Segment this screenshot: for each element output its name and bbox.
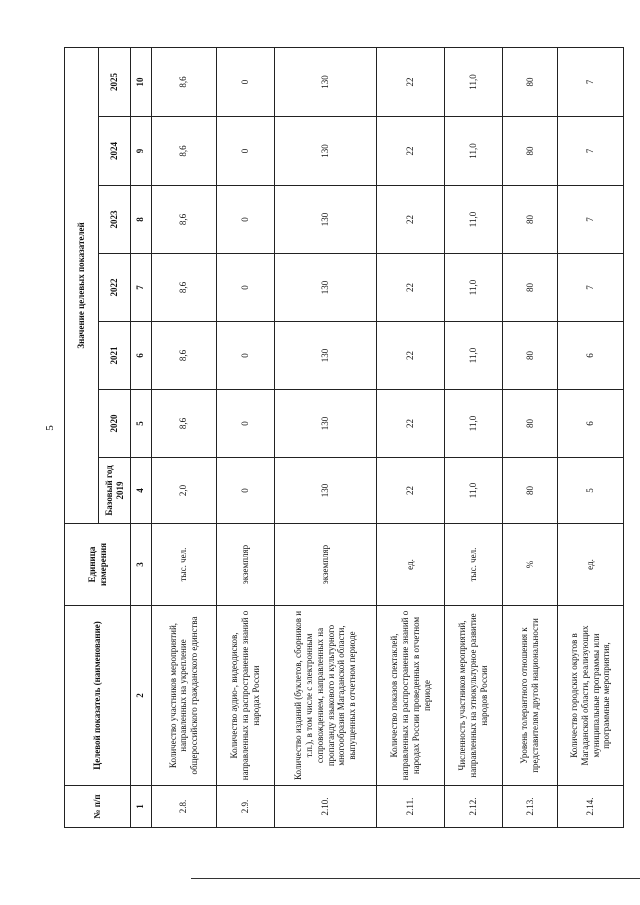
year-value: 130 bbox=[274, 117, 377, 186]
table-row bbox=[151, 47, 217, 827]
year-value: 11,0 bbox=[445, 322, 503, 390]
unit-cell: тыс. чел. bbox=[151, 524, 217, 606]
base-value: 11,0 bbox=[445, 458, 503, 524]
base-value: 80 bbox=[502, 458, 557, 524]
column-index-row bbox=[131, 47, 152, 827]
year-value: 8,6 bbox=[151, 117, 217, 186]
table-row bbox=[377, 47, 445, 827]
indicators-table bbox=[64, 47, 624, 828]
column-index: 7 bbox=[131, 254, 152, 322]
header-year: 2022 bbox=[99, 254, 131, 322]
year-value: 11,0 bbox=[445, 254, 503, 322]
year-value: 11,0 bbox=[445, 117, 503, 186]
year-value: 22 bbox=[377, 186, 445, 254]
year-value: 130 bbox=[274, 254, 377, 322]
year-value: 7 bbox=[558, 47, 624, 116]
table-row bbox=[217, 47, 275, 827]
table-row bbox=[558, 47, 624, 827]
unit-cell: ед. bbox=[377, 524, 445, 606]
column-index: 9 bbox=[131, 117, 152, 186]
year-value: 22 bbox=[377, 390, 445, 458]
indicator-name: Численность участников мероприятий, направленных на этнокультурное развитие народов России bbox=[445, 606, 503, 786]
year-value: 0 bbox=[217, 254, 275, 322]
year-value: 80 bbox=[502, 254, 557, 322]
header-base-year: Базовый год 2019 bbox=[99, 458, 131, 524]
column-index: 8 bbox=[131, 186, 152, 254]
header-indicator: Целевой показатель (наименование) bbox=[65, 606, 131, 786]
year-value: 22 bbox=[377, 117, 445, 186]
year-value: 7 bbox=[558, 117, 624, 186]
page-number: 5 bbox=[44, 425, 56, 431]
column-index: 6 bbox=[131, 322, 152, 390]
year-value: 8,6 bbox=[151, 254, 217, 322]
year-value: 0 bbox=[217, 117, 275, 186]
indicator-name: Количество городских округов в Магаданской области, реализующих муниципальные программы или программные мероприятия, bbox=[558, 606, 624, 786]
row-number: 2.11. bbox=[377, 786, 445, 828]
year-value: 6 bbox=[558, 390, 624, 458]
year-value: 80 bbox=[502, 390, 557, 458]
year-value: 22 bbox=[377, 254, 445, 322]
column-index: 10 bbox=[131, 47, 152, 116]
year-value: 0 bbox=[217, 322, 275, 390]
base-value: 2,0 bbox=[151, 458, 217, 524]
header-number: № п/п bbox=[65, 786, 131, 828]
year-value: 11,0 bbox=[445, 47, 503, 116]
base-value: 130 bbox=[274, 458, 377, 524]
year-value: 8,6 bbox=[151, 322, 217, 390]
rotated-table-wrapper bbox=[64, 48, 624, 828]
year-value: 130 bbox=[274, 390, 377, 458]
header-year: 2024 bbox=[99, 117, 131, 186]
table-row bbox=[274, 47, 377, 827]
footer-rule bbox=[191, 878, 640, 879]
year-value: 22 bbox=[377, 322, 445, 390]
unit-cell: тыс. чел. bbox=[445, 524, 503, 606]
row-number: 2.10. bbox=[274, 786, 377, 828]
header-year: 2020 bbox=[99, 390, 131, 458]
base-value: 5 bbox=[558, 458, 624, 524]
column-index: 1 bbox=[131, 786, 152, 828]
year-value: 80 bbox=[502, 47, 557, 116]
row-number: 2.12. bbox=[445, 786, 503, 828]
unit-cell: экземпляр bbox=[217, 524, 275, 606]
year-value: 7 bbox=[558, 186, 624, 254]
header-year: 2025 bbox=[99, 47, 131, 116]
header-year: 2023 bbox=[99, 186, 131, 254]
column-index: 2 bbox=[131, 606, 152, 786]
indicator-name: Количество изданий (буклетов, сборников и т.п.), в том числе с электронным сопровождением, направленных на пропаганду языкового и культурного многообразия Магаданской области, выпущенных в отчетном периоде bbox=[274, 606, 377, 786]
year-value: 130 bbox=[274, 47, 377, 116]
base-value: 0 bbox=[217, 458, 275, 524]
year-value: 7 bbox=[558, 254, 624, 322]
unit-cell: % bbox=[502, 524, 557, 606]
year-value: 0 bbox=[217, 390, 275, 458]
year-value: 8,6 bbox=[151, 186, 217, 254]
year-value: 130 bbox=[274, 186, 377, 254]
header-values-group: Значение целевых показателей bbox=[65, 47, 99, 523]
year-value: 80 bbox=[502, 117, 557, 186]
year-value: 0 bbox=[217, 186, 275, 254]
year-value: 0 bbox=[217, 47, 275, 116]
year-value: 22 bbox=[377, 47, 445, 116]
unit-cell: экземпляр bbox=[274, 524, 377, 606]
base-value: 22 bbox=[377, 458, 445, 524]
column-index: 3 bbox=[131, 524, 152, 606]
row-number: 2.14. bbox=[558, 786, 624, 828]
year-value: 8,6 bbox=[151, 47, 217, 116]
indicator-name: Количество участников мероприятий, направленных на укрепление общероссийского гражданского единства bbox=[151, 606, 217, 786]
row-number: 2.8. bbox=[151, 786, 217, 828]
header-unit: Единица измерения bbox=[65, 524, 131, 606]
indicator-name: Уровень толерантного отношения к представителям другой национальности bbox=[502, 606, 557, 786]
header-year: 2021 bbox=[99, 322, 131, 390]
table-row bbox=[502, 47, 557, 827]
indicator-name: Количество аудио-, видеодисков, направленных на распространение знаний о народах России bbox=[217, 606, 275, 786]
year-value: 8,6 bbox=[151, 390, 217, 458]
year-value: 11,0 bbox=[445, 186, 503, 254]
row-number: 2.13. bbox=[502, 786, 557, 828]
column-index: 5 bbox=[131, 390, 152, 458]
column-index: 4 bbox=[131, 458, 152, 524]
year-value: 6 bbox=[558, 322, 624, 390]
year-value: 11,0 bbox=[445, 390, 503, 458]
year-value: 80 bbox=[502, 322, 557, 390]
year-value: 130 bbox=[274, 322, 377, 390]
unit-cell: ед. bbox=[558, 524, 624, 606]
indicator-name: Количество показов спектаклей, направленных на распространение знаний о народах России проведенных в отчетном периоде bbox=[377, 606, 445, 786]
year-value: 80 bbox=[502, 186, 557, 254]
row-number: 2.9. bbox=[217, 786, 275, 828]
table-row bbox=[445, 47, 503, 827]
